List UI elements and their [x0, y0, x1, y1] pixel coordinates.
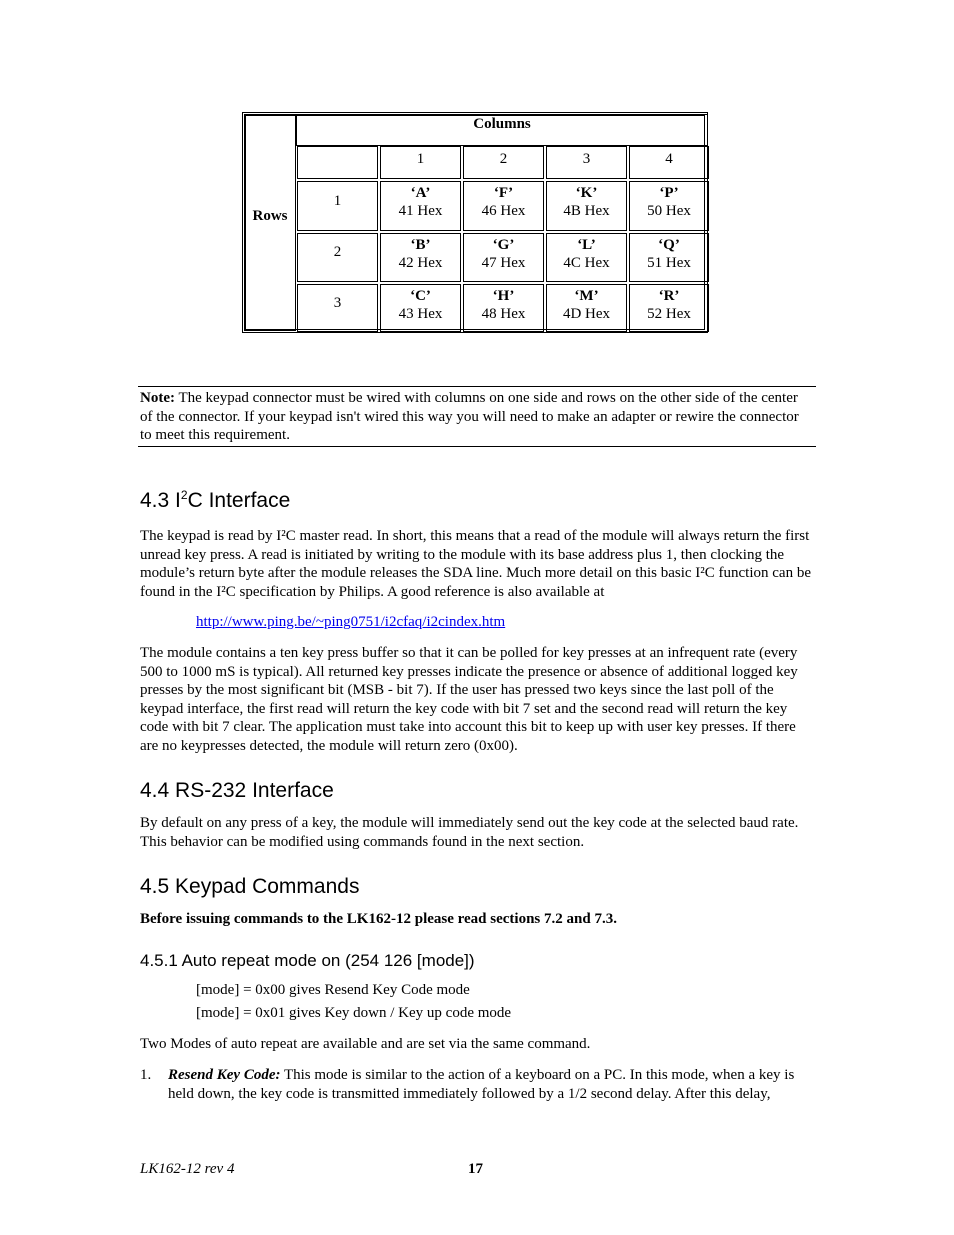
blank-corner-cell [297, 146, 378, 179]
rows-header: Rows [252, 208, 288, 224]
row-number-cell [297, 233, 378, 282]
col-number-cell [629, 146, 709, 179]
col-number: 4 [665, 151, 673, 167]
col-number: 2 [499, 151, 508, 167]
key-char: ‘Q’ [658, 237, 680, 253]
note-box [138, 386, 816, 447]
key-char: ‘H’ [492, 288, 515, 304]
key-hex: 47 Hex [481, 255, 526, 271]
key-cell [629, 181, 709, 231]
note-label: Note: [140, 390, 175, 406]
col-number-cell [546, 146, 627, 179]
key-hex: 52 Hex [647, 306, 691, 322]
list-item-resend-key-code [168, 1066, 812, 1103]
key-hex: 41 Hex [398, 203, 443, 219]
section-4-5-bold-para: Before issuing commands to the LK162-12 please read sections 7.2 and 7.3. [140, 911, 617, 927]
row-number: 1 [333, 193, 342, 209]
section-4-3-para1: The keypad is read by I²C master read. In short, this means that a read of the module will always return the first unread key press. A read is initiated by writing to the module with its base address plus 1, then clocking the module’s return byte after the module releases the SDA line. Much more detail on this basic I²C function can be found in the I²C specification by Philips. A good reference is also available at [140, 528, 811, 600]
key-char: ‘L’ [577, 237, 596, 253]
key-cell [629, 284, 709, 332]
list-item-label: Resend Key Code: [168, 1067, 281, 1083]
row-number: 3 [333, 295, 342, 311]
key-cell [380, 233, 461, 282]
key-hex: 4B Hex [563, 203, 610, 219]
col-number: 3 [582, 151, 591, 167]
key-char: ‘C’ [410, 288, 431, 304]
col-number-cell [380, 146, 461, 179]
col-number: 1 [416, 151, 425, 167]
key-cell [546, 233, 627, 282]
key-cell [463, 181, 544, 231]
note-body: The keypad connector must be wired with columns on one side and rows on the other side of the center of the connector. If your keypad isn't wired this way you will need to make an adapter or rewire the connector to meet this requirement. [140, 390, 799, 443]
list-item-number: 1. [140, 1067, 152, 1083]
page-number: 17 [468, 1161, 483, 1177]
key-hex: 42 Hex [398, 255, 443, 271]
key-char: ‘K’ [575, 185, 598, 201]
mode-0-line: [mode] = 0x00 gives Resend Key Code mode [196, 982, 470, 998]
key-hex: 4D Hex [562, 306, 611, 322]
section-4-4-para: By default on any press of a key, the module will immediately send out the key code at the selected baud rate. This behavior can be modified using commands found in the next section. [140, 815, 799, 850]
key-cell [380, 181, 461, 231]
key-char: ‘F’ [493, 185, 514, 201]
mode-1-line: [mode] = 0x01 gives Key down / Key up code mode [196, 1005, 512, 1021]
key-cell [463, 233, 544, 282]
key-hex: 43 Hex [398, 306, 443, 322]
section-4-3-para2: The module contains a ten key press buffer so that it can be polled for key presses at an infrequent rate (every 500 to 1000 mS is typical). All returned key presses indicate the presence or absence of additional logged key presses by the most significant bit (MSB - bit 7). If the user has pressed two keys since the last poll of the keypad interface, the first read will return the key code with bit 7 set and the second read will return the key code with bit 7 clear. The application must take into account this bit to keep up with user key presses. If there are no keypresses detected, the module will return zero (0x00). [140, 645, 798, 754]
section-4-5-title: 4.5 Keypad Commands [140, 875, 360, 898]
key-char: ‘R’ [658, 288, 680, 304]
col-number-cell [463, 146, 544, 179]
key-char: ‘P’ [659, 185, 679, 201]
section-4-5-1-para: Two Modes of auto repeat are available and are set via the same command. [140, 1036, 591, 1052]
row-number: 2 [333, 244, 342, 260]
footer-doc-id: LK162-12 rev 4 [140, 1161, 235, 1177]
key-cell [546, 181, 627, 231]
section-4-5-1-title: 4.5.1 Auto repeat mode on (254 126 [mode]) [140, 951, 475, 970]
key-cell [380, 284, 461, 332]
key-hex: 51 Hex [647, 255, 691, 271]
key-hex: 46 Hex [481, 203, 526, 219]
key-cell [546, 284, 627, 332]
section-4-3-title: 4.3 $I^2C$ Interface [140, 488, 291, 512]
section-4-4-title: 4.4 RS-232 Interface [140, 779, 334, 802]
key-hex: 48 Hex [481, 306, 526, 322]
columns-header: Columns [473, 116, 531, 132]
list-item-text: This mode is similar to the action of a keyboard on a PC. In this mode, when a key is held down, the key code is transmitted immediately followed by a 1/2 second delay. After this delay, [168, 1067, 795, 1102]
row-number-cell [297, 181, 378, 231]
row-number-cell [297, 284, 378, 332]
key-hex: 50 Hex [647, 203, 691, 219]
key-cell [463, 284, 544, 332]
note-text [140, 389, 812, 445]
key-char: ‘M’ [574, 288, 599, 304]
key-hex: 4C Hex [563, 255, 610, 271]
i2c-faq-link[interactable]: http://www.ping.be/~ping0751/i2cfaq/i2cindex.htm [196, 614, 506, 630]
key-cell [629, 233, 709, 282]
key-char: ‘G’ [492, 237, 515, 253]
key-char: ‘B’ [410, 237, 431, 253]
key-char: ‘A’ [410, 185, 431, 201]
